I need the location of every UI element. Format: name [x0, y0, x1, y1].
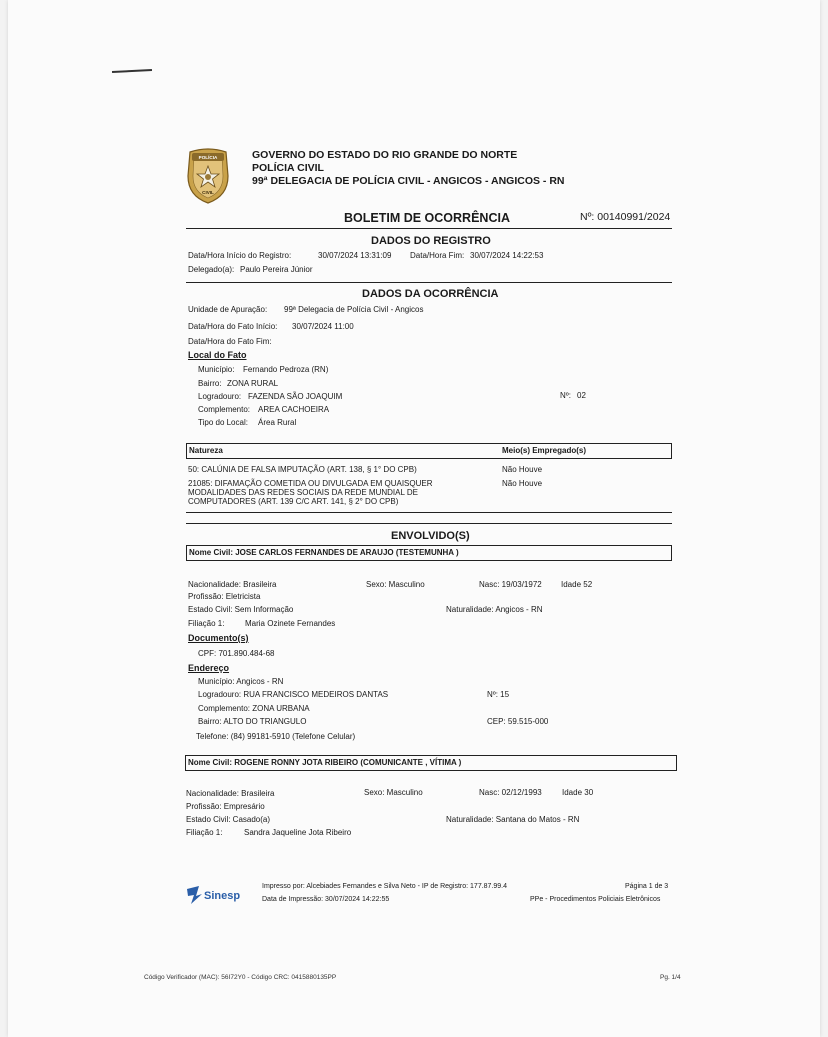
envolvido-2-filiacao-label: Filiação 1: — [186, 828, 223, 837]
documentos-title: Documento(s) — [188, 633, 249, 643]
footer-impresso: Impresso por: Alcebiades Fernandes e Silva Neto - IP de Registro: 177.87.99.4 — [262, 883, 508, 890]
natureza-item-2-line-1: 21085: DIFAMAÇÃO COMETIDA OU DIVULGADA EM QUAISQUER — [188, 479, 433, 488]
bairro-value: ZONA RURAL — [227, 379, 279, 388]
fato-inicio-value: 30/07/2024 11:00 — [292, 322, 354, 331]
unidade-label: Unidade de Apuração: — [188, 305, 268, 314]
natureza-header: Natureza — [189, 446, 223, 455]
unidade-value: 99ª Delegacia de Polícia Civil - Angicos — [284, 305, 424, 314]
fato-inicio-label: Data/Hora do Fato Início: — [188, 322, 278, 331]
section-title-ocorrencia: DADOS DA OCORRÊNCIA — [362, 288, 499, 300]
codigo-verificador: Código Verificador (MAC): 56I72Y0 - Código CRC: 0415880135PP — [144, 974, 337, 981]
municipio-label: Município: — [198, 365, 235, 374]
envolvido-1-municipio: Município: Angicos - RN — [198, 677, 284, 686]
document-title: BOLETIM DE OCORRÊNCIA — [344, 211, 510, 225]
municipio-value: Fernando Pedroza (RN) — [243, 365, 329, 374]
logradouro-value: FAZENDA SÃO JOAQUIM — [248, 392, 343, 401]
envolvido-1-telefone: Telefone: (84) 99181-5910 (Telefone Celular) — [196, 732, 356, 741]
envolvido-2-name: Nome Civil: ROGENE RONNY JOTA RIBEIRO (COMUNICANTE , VÍTIMA ) — [188, 758, 462, 767]
footer-data-impressao: Data de Impressão: 30/07/2024 14:22:55 — [262, 896, 390, 903]
envolvido-1-complemento: Complemento: ZONA URBANA — [198, 704, 310, 713]
envolvido-1-naturalidade: Naturalidade: Angicos - RN — [446, 605, 543, 614]
registro-fim-value: 30/07/2024 14:22:53 — [470, 251, 544, 260]
tipo-local-label: Tipo do Local: — [198, 418, 248, 427]
complemento-label: Complemento: — [198, 405, 251, 414]
envolvido-2-profissao: Profissão: Empresário — [186, 802, 265, 811]
natureza-item-2-line-3: COMPUTADORES (ART. 139 C/C ART. 141, § 2° DO CPB) — [188, 497, 399, 506]
document-number: Nº: 00140991/2024 — [580, 211, 671, 223]
numero-label: Nº: — [560, 391, 571, 400]
envolvido-1-profissao: Profissão: Eletricista — [188, 592, 261, 601]
natureza-item-2-line-2: MODALIDADES DAS REDES SOCIAIS DA REDE MUNDIAL DE — [188, 488, 418, 497]
envolvido-2-idade: Idade 30 — [562, 788, 594, 797]
complemento-value: AREA CACHOEIRA — [258, 405, 330, 414]
numero-value: 02 — [577, 391, 586, 400]
envolvido-1-filiacao-value: Maria Ozinete Fernandes — [245, 619, 336, 628]
envolvido-2-nacionalidade: Nacionalidade: Brasileira — [186, 789, 275, 798]
police-badge-icon — [184, 146, 232, 204]
natureza-item-1: 50: CALÚNIA DE FALSA IMPUTAÇÃO (ART. 138, § 1° DO CPB) — [188, 465, 417, 474]
envolvido-2-estado-civil: Estado Civil: Casado(a) — [186, 815, 271, 824]
fato-fim-label: Data/Hora do Fato Fim: — [188, 337, 272, 346]
divider — [186, 523, 672, 524]
divider — [186, 512, 672, 513]
envolvido-2-sexo: Sexo: Masculino — [364, 788, 423, 797]
envolvido-1-estado-civil: Estado Civil: Sem Informação — [188, 605, 294, 614]
envolvido-1-filiacao-label: Filiação 1: — [188, 619, 225, 628]
envolvido-1-nasc: Nasc: 19/03/1972 — [479, 580, 542, 589]
envolvido-1-logradouro: Logradouro: RUA FRANCISCO MEDEIROS DANTAS — [198, 690, 389, 699]
badge-bottom-text: CIVIL — [202, 190, 214, 195]
natureza-header-box — [186, 443, 672, 459]
page-indicator: Pg. 1/4 — [660, 974, 681, 981]
footer-sistema: PPe - Procedimentos Policiais Eletrônicos — [530, 896, 661, 903]
envolvido-2-filiacao-value: Sandra Jaqueline Jota Ribeiro — [244, 828, 352, 837]
envolvido-1-name: Nome Civil: JOSE CARLOS FERNANDES DE ARAUJO (TESTEMUNHA ) — [189, 548, 459, 557]
section-title-envolvidos: ENVOLVIDO(S) — [391, 530, 470, 542]
envolvido-2-naturalidade: Naturalidade: Santana do Matos - RN — [446, 815, 580, 824]
section-title-registro: DADOS DO REGISTRO — [371, 235, 491, 247]
logradouro-label: Logradouro: — [198, 392, 242, 401]
divider — [186, 228, 672, 229]
natureza-item-1-meio: Não Houve — [502, 465, 543, 474]
registro-fim-label: Data/Hora Fim: — [410, 251, 465, 260]
delegado-label: Delegado(a): — [188, 265, 235, 274]
meio-empregado-header: Meio(s) Empregado(s) — [502, 446, 587, 455]
envolvido-1-nacionalidade: Nacionalidade: Brasileira — [188, 580, 277, 589]
local-do-fato-title: Local do Fato — [188, 350, 247, 360]
natureza-item-2-meio: Não Houve — [502, 479, 543, 488]
header-delegacia: 99ª DELEGACIA DE POLÍCIA CIVIL - ANGICOS - ANGICOS - RN — [252, 175, 565, 187]
envolvido-1-bairro: Bairro: ALTO DO TRIANGULO — [198, 717, 307, 726]
bairro-label: Bairro: — [198, 379, 222, 388]
envolvido-1-cpf: CPF: 701.890.484-68 — [198, 649, 275, 658]
envolvido-1-idade: Idade 52 — [561, 580, 593, 589]
delegado-value: Paulo Pereira Júnior — [240, 265, 313, 274]
header-government: GOVERNO DO ESTADO DO RIO GRANDE DO NORTE — [252, 149, 518, 161]
registro-inicio-label: Data/Hora Início do Registro: — [188, 251, 292, 260]
registro-inicio-value: 30/07/2024 13:31:09 — [318, 251, 392, 260]
envolvido-1-cep: CEP: 59.515-000 — [487, 717, 549, 726]
envolvido-2-nasc: Nasc: 02/12/1993 — [479, 788, 542, 797]
endereco-title: Endereço — [188, 663, 230, 673]
envolvido-1-sexo: Sexo: Masculino — [366, 580, 425, 589]
footer-pagina: Página 1 de 3 — [625, 883, 669, 890]
tipo-local-value: Área Rural — [258, 418, 297, 427]
sinesp-logo — [185, 884, 255, 906]
header-police: POLÍCIA CIVIL — [252, 162, 324, 174]
envolvido-1-numero: Nº: 15 — [487, 690, 510, 699]
sinesp-logo-text: Sinesp — [204, 890, 241, 902]
badge-top-text: POLÍCIA — [198, 155, 218, 161]
divider — [186, 282, 672, 283]
